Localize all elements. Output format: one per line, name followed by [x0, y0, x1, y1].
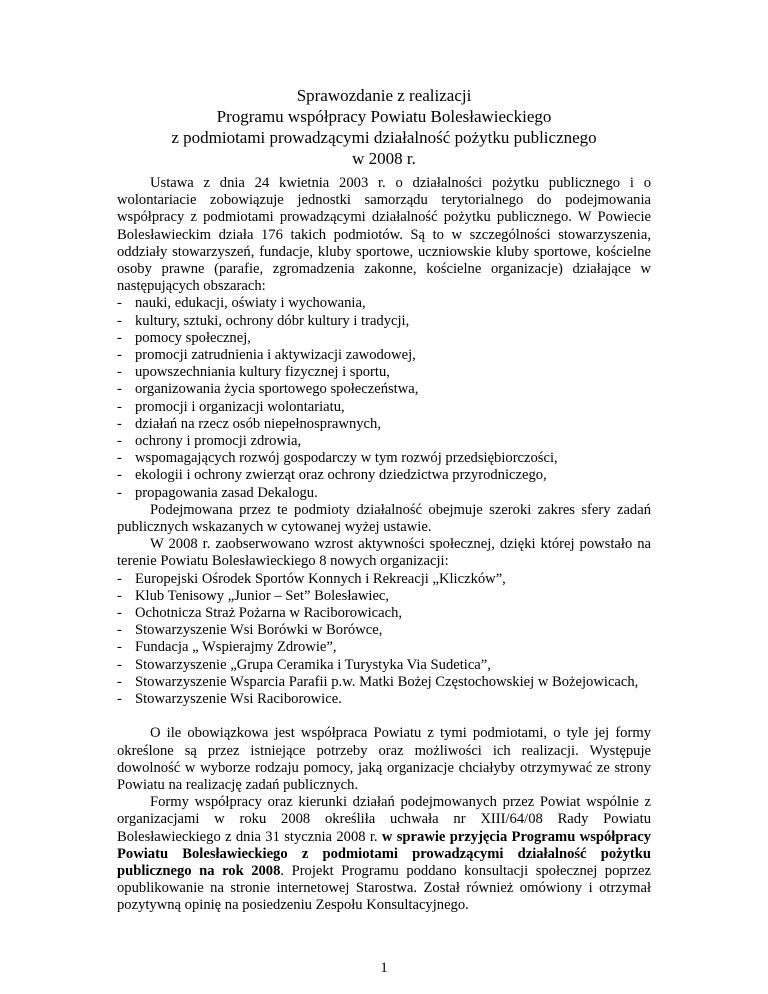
- list-item: - pomocy społecznej,: [117, 329, 251, 346]
- list-dash: -: [117, 312, 122, 329]
- list-dash: -: [117, 295, 122, 312]
- title-line-2: Programu współpracy Powiatu Bolesławieckiego: [216, 107, 552, 126]
- list-dash: -: [117, 398, 122, 415]
- scope-paragraph: Podejmowana przez te podmioty działalność obejmuje szeroki zakres sfery zadań publicznych wskazanych w cytowanej wyżej ustawie.: [117, 501, 651, 536]
- list-item: - Stowarzyszenie Wsi Raciborowice.: [117, 691, 342, 708]
- list-dash: -: [117, 467, 122, 484]
- cooperation-paragraph: O ile obowiązkowa jest współpraca Powiatu z tymi podmiotami, o tyle jej formy określone są przez istniejące potrzeby oraz możliwości ich realizacji. Występuje dowolność w wyborze rodzaju pomocy, jaką organizacje chciałyby otrzymywać ze strony Powiatu na realizację zadań publicznych.: [117, 725, 651, 793]
- document-title: [0, 85, 768, 169]
- list-dash: -: [117, 415, 122, 432]
- list-item: - ekologii i ochrony zwierząt oraz ochrony dziedzictwa przyrodniczego,: [117, 467, 547, 484]
- list-dash: -: [117, 673, 122, 690]
- list-item: - działań na rzecz osób niepełnosprawnych,: [117, 415, 381, 432]
- list-dash: -: [117, 639, 122, 656]
- new-orgs-list: [117, 571, 651, 709]
- page-number: 1: [380, 960, 388, 976]
- list-dash: -: [117, 605, 122, 622]
- title-line-4: w 2008 r.: [352, 149, 416, 168]
- list-dash: -: [117, 691, 122, 708]
- list-dash: -: [117, 656, 122, 673]
- resolution-title-bold: w sprawie przyjęcia Programu współpracy Powiatu Bolesławieckiego z podmiotami prowadzącymi działalność pożytku publicznego na rok 2008: [117, 828, 652, 879]
- list-item: - wspomagających rozwój gospodarczy w tym rozwój przedsiębiorczości,: [117, 450, 558, 467]
- list-item: - Stowarzyszenie Wsi Borówki w Borówce,: [117, 622, 383, 639]
- document-body: [117, 175, 651, 915]
- list-item: - Europejski Ośrodek Sportów Konnych i Rekreacji „Kliczków”,: [117, 570, 506, 587]
- list-item: - ochrony i promocji zdrowia,: [117, 433, 302, 450]
- list-item: - promocji i organizacji wolontariatu,: [117, 398, 345, 415]
- list-dash: -: [117, 484, 122, 501]
- areas-list: [117, 295, 651, 501]
- new-orgs-paragraph: W 2008 r. zaobserwowano wzrost aktywności społecznej, dzięki której powstało na terenie Powiatu Bolesławieckiego 8 nowych organizacji:: [117, 536, 651, 570]
- list-item: - organizowania życia sportowego społeczeństwa,: [117, 381, 419, 398]
- paragraph-spacer: [117, 708, 651, 725]
- list-item: - Klub Tenisowy „Junior – Set” Bolesławiec,: [117, 587, 390, 604]
- list-dash: -: [117, 381, 122, 398]
- title-line-1: Sprawozdanie z realizacji: [296, 86, 472, 105]
- list-dash: -: [117, 347, 122, 364]
- title-line-3: z podmiotami prowadzącymi działalność pożytku publicznego: [171, 128, 597, 147]
- list-dash: -: [117, 450, 122, 467]
- list-item: - Stowarzyszenie Wsparcia Parafii p.w. Matki Bożej Częstochowskiej w Bożejowicach,: [117, 673, 639, 690]
- list-item: - Fundacja „ Wspierajmy Zdrowie”,: [117, 639, 337, 656]
- list-item: - propagowania zasad Dekalogu.: [117, 484, 318, 501]
- list-item: - nauki, edukacji, oświaty i wychowania,: [117, 295, 366, 312]
- intro-paragraph: Ustawa z dnia 24 kwietnia 2003 r. o działalności pożytku publicznego i o wolontariacie zobowiązuje jednostki samorządu terytorialnego do podejmowania współpracy z podmiotami prowadzącymi działalność pożytku publicznego. W Powiecie Bolesławieckim działa 176 takich podmiotów. Są to w szczególności stowarzyszenia, oddziały stowarzyszeń, fundacje, kluby sportowe, uczniowskie kluby sportowe, kościelne osoby prawne (parafie, zgromadzenia zakonne, kościelne organizacje) działające w następujących obszarach:: [117, 175, 651, 295]
- list-dash: -: [117, 622, 122, 639]
- list-dash: -: [117, 364, 122, 381]
- list-item: - promocji zatrudnienia i aktywizacji zawodowej,: [117, 347, 416, 364]
- list-dash: -: [117, 329, 122, 346]
- list-item: - kultury, sztuki, ochrony dóbr kultury i tradycji,: [117, 312, 410, 329]
- resolution-paragraph: Formy współpracy oraz kierunki działań podejmowanych przez Powiat wspólnie z organizacjami w roku 2008 określiła uchwała nr XIII/64/08 Rady Powiatu Bolesławieckiego z dnia 31 stycznia 2008 r. w sprawie przyjęcia Programu współpracy Powiatu Bolesławieckiego z podmiotami prowadzącymi działalność pożytku publicznego na rok 2008. Projekt Programu poddano konsultacji społecznej poprzez opublikowanie na stronie internetowej Starostwa. Został również omówiony i otrzymał pozytywną opinię na posiedzeniu Zespołu Konsultacyjnego.: [117, 794, 652, 914]
- list-dash: -: [117, 570, 122, 587]
- list-item: - Ochotnicza Straż Pożarna w Raciborowicach,: [117, 605, 403, 622]
- list-item: - Stowarzyszenie „Grupa Ceramika i Turystyka Via Sudetica”,: [117, 656, 491, 673]
- list-dash: -: [117, 587, 122, 604]
- list-dash: -: [117, 433, 122, 450]
- list-item: - upowszechniania kultury fizycznej i sportu,: [117, 364, 390, 381]
